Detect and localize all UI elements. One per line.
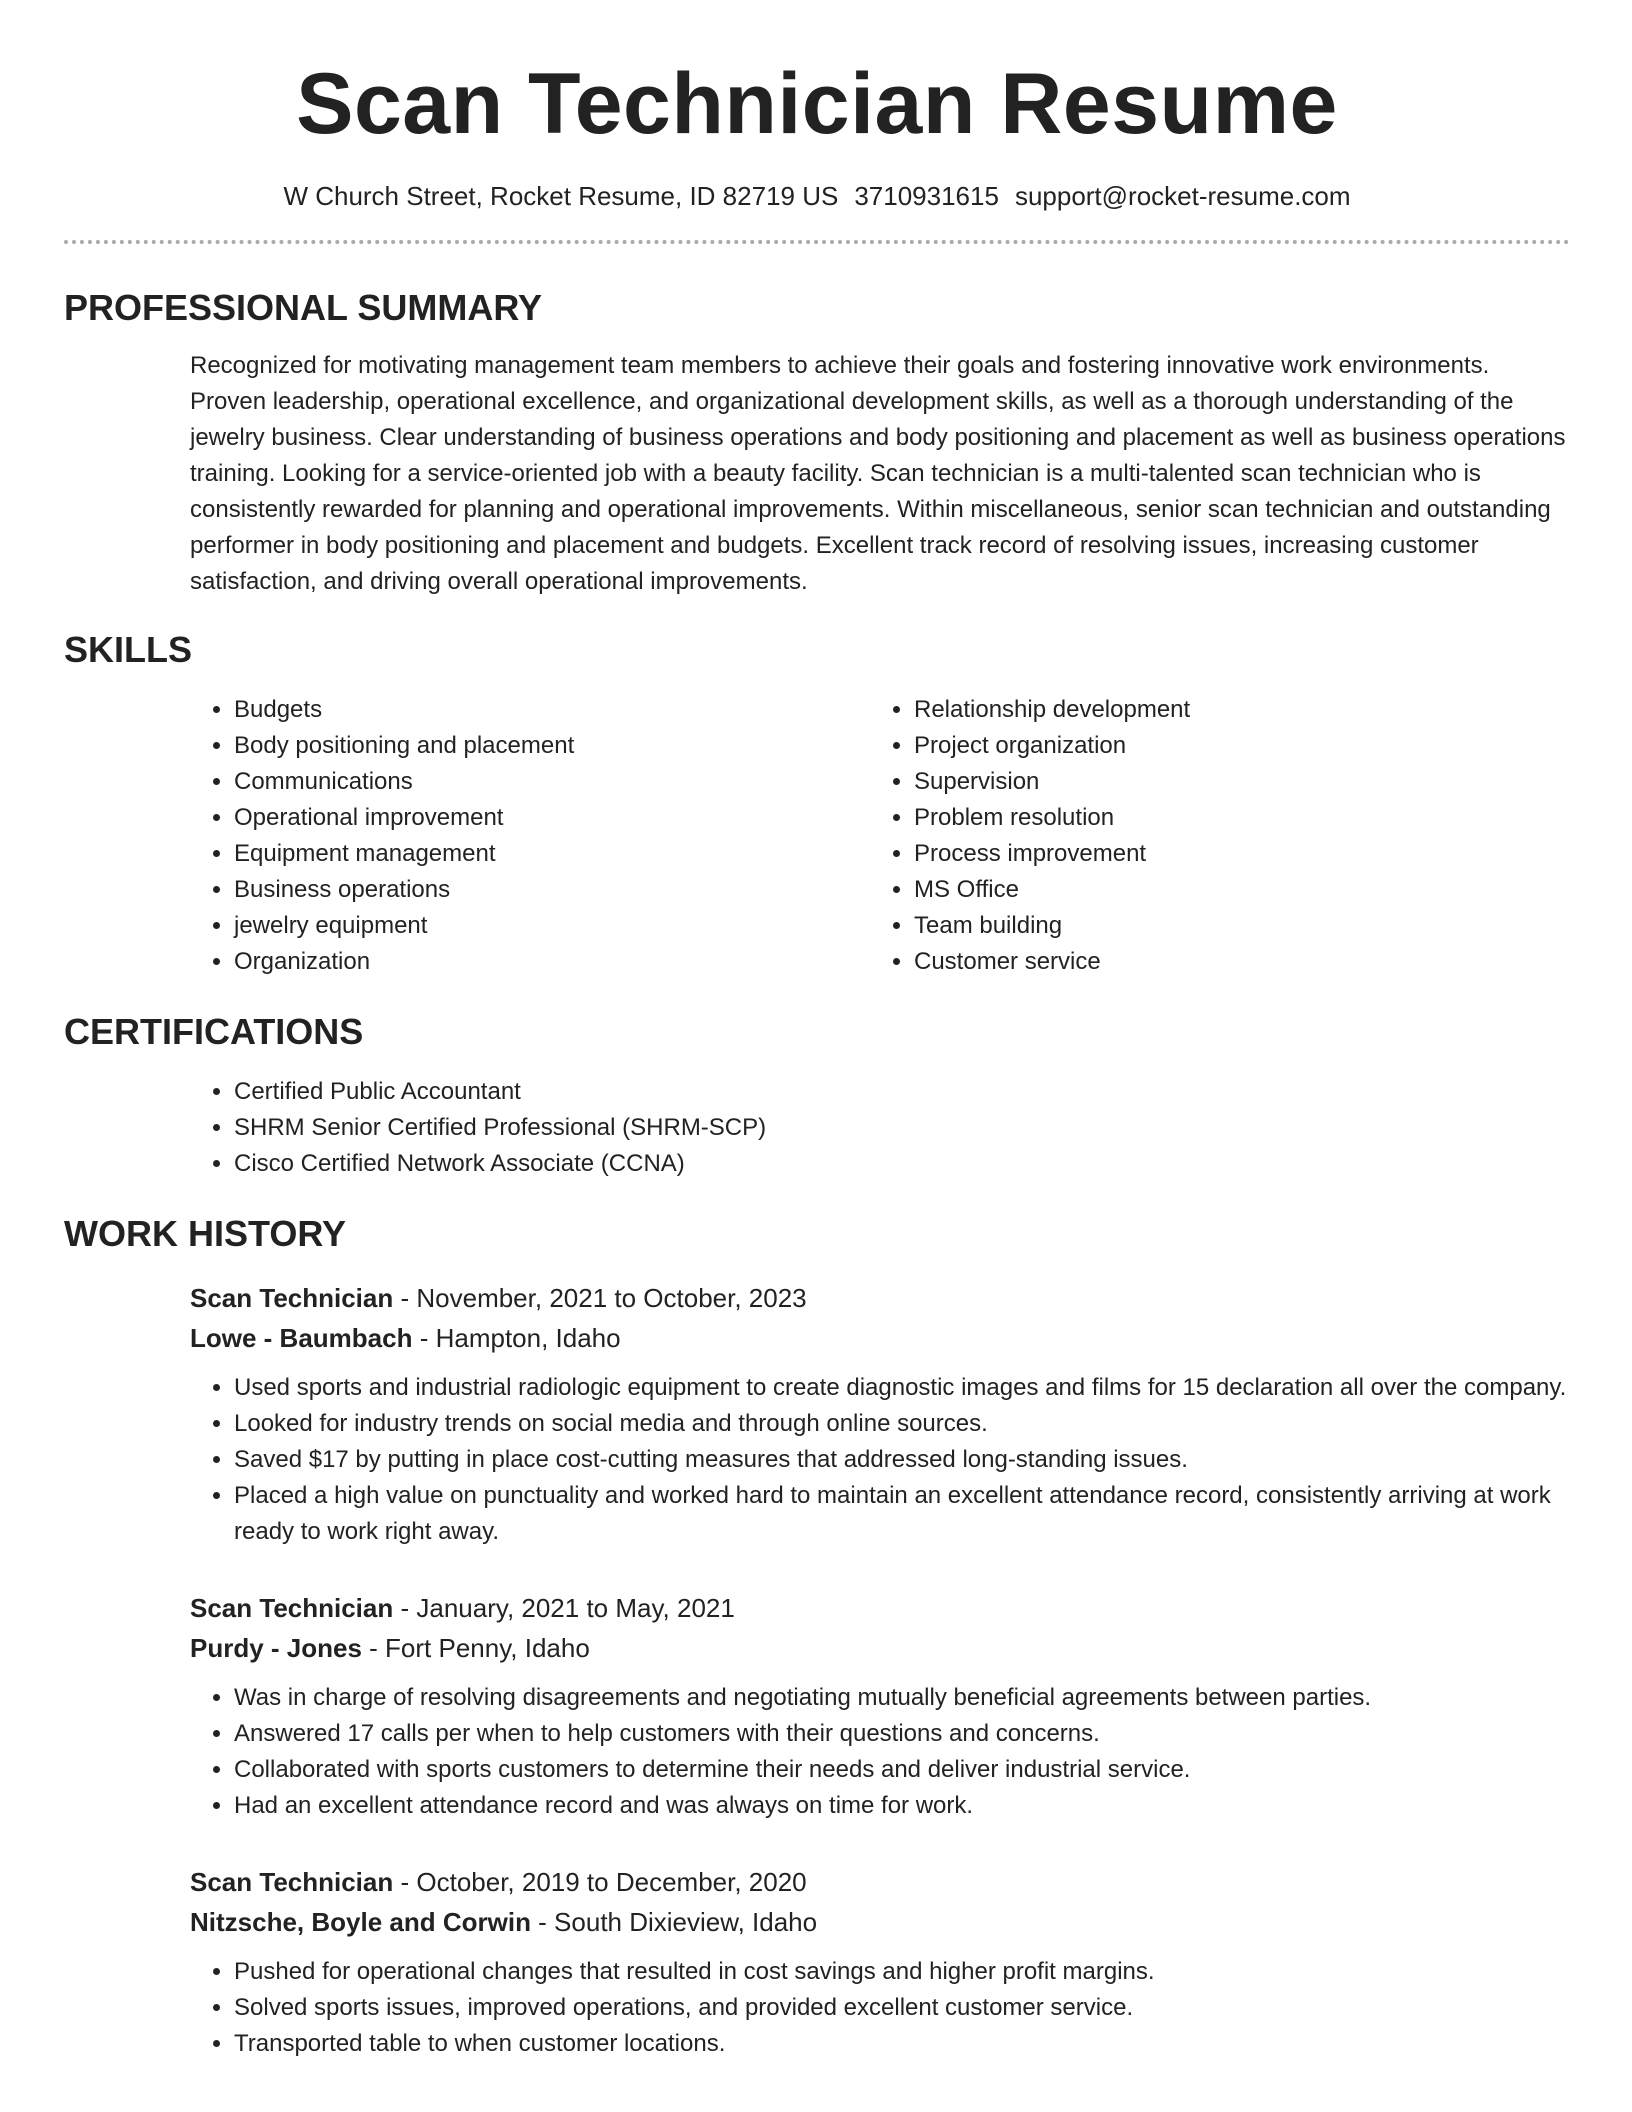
header-divider bbox=[64, 240, 1570, 244]
skill-item: • jewelry equipment bbox=[234, 908, 870, 944]
certification-item: • SHRM Senior Certified Professional (SHRM-SCP) bbox=[234, 1110, 1570, 1146]
job-dates: - October, 2019 to December, 2020 bbox=[393, 1867, 807, 1897]
resume-title: Scan Technician Resume bbox=[296, 56, 1338, 152]
job-duty: • Saved $17 by putting in place cost-cutting measures that addressed long-standing issues. bbox=[234, 1442, 1570, 1478]
skill-item: • Communications bbox=[234, 764, 870, 800]
contact-line bbox=[64, 178, 1570, 214]
job-company: Lowe - Baumbach bbox=[190, 1323, 413, 1353]
job-entry bbox=[190, 1862, 1570, 2062]
skill-item: • Budgets bbox=[234, 692, 870, 728]
job-location: - Hampton, Idaho bbox=[412, 1323, 621, 1353]
summary-text: Recognized for motivating management team members to achieve their goals and fostering innovative work environments. Proven leadership, operational excellence, and organizational development skills, as well as a thorough understanding of the jewelry business. Clear understanding of business operations and body positioning and placement as well as business operations training. Looking for a service-oriented job with a beauty facility. Scan technician is a multi-talented scan technician who is consistently rewarded for planning and operational improvements. Within miscellaneous, senior scan technician and outstanding performer in body positioning and placement and budgets. Excellent track record of resolving issues, increasing customer satisfaction, and driving overall operational improvements. bbox=[190, 352, 1566, 595]
skills-column-right bbox=[870, 692, 1550, 980]
job-title: Scan Technician bbox=[190, 1593, 394, 1623]
section-heading: SKILLS bbox=[64, 629, 193, 670]
job-duty: • Answered 17 calls per when to help customers with their questions and concerns. bbox=[234, 1716, 1570, 1752]
job-title: Scan Technician bbox=[190, 1283, 394, 1313]
contact-email: support@rocket-resume.com bbox=[1014, 181, 1351, 211]
skill-item: • Supervision bbox=[914, 764, 1550, 800]
skill-item: • Relationship development bbox=[914, 692, 1550, 728]
job-title-line bbox=[190, 1588, 1570, 1628]
job-company: Purdy - Jones bbox=[190, 1633, 362, 1663]
job-duties-list bbox=[190, 1370, 1570, 1550]
job-duty: • Looked for industry trends on social media and through online sources. bbox=[234, 1406, 1570, 1442]
certifications-section bbox=[64, 1010, 1570, 1182]
job-dates: - January, 2021 to May, 2021 bbox=[393, 1593, 735, 1623]
skills-columns bbox=[190, 692, 1570, 980]
job-duty: • Pushed for operational changes that resulted in cost savings and higher profit margins. bbox=[234, 1954, 1570, 1990]
job-entry bbox=[190, 1278, 1570, 1550]
professional-summary-section bbox=[64, 286, 1570, 600]
job-dates: - November, 2021 to October, 2023 bbox=[393, 1283, 807, 1313]
skill-item: • Project organization bbox=[914, 728, 1550, 764]
skill-item: • Process improvement bbox=[914, 836, 1550, 872]
skill-item: • Team building bbox=[914, 908, 1550, 944]
job-duties-list bbox=[190, 1680, 1570, 1824]
contact-phone: 3710931615 bbox=[854, 181, 999, 211]
job-duty: • Was in charge of resolving disagreements and negotiating mutually beneficial agreements between parties. bbox=[234, 1680, 1570, 1716]
skill-item: • Business operations bbox=[234, 872, 870, 908]
job-duty: • Had an excellent attendance record and was always on time for work. bbox=[234, 1788, 1570, 1824]
skill-item: • Body positioning and placement bbox=[234, 728, 870, 764]
job-company-line bbox=[190, 1628, 1570, 1668]
job-location: - South Dixieview, Idaho bbox=[530, 1907, 818, 1937]
skill-item: • Problem resolution bbox=[914, 800, 1550, 836]
job-company: Nitzsche, Boyle and Corwin bbox=[190, 1907, 531, 1937]
skills-list-right bbox=[870, 692, 1550, 980]
job-duties-list bbox=[190, 1954, 1570, 2062]
skill-item: • MS Office bbox=[914, 872, 1550, 908]
section-heading: CERTIFICATIONS bbox=[64, 1011, 364, 1052]
job-company-line bbox=[190, 1318, 1570, 1358]
skills-column-left bbox=[190, 692, 870, 980]
job-company-line bbox=[190, 1902, 1570, 1942]
job-duty: • Transported table to when customer locations. bbox=[234, 2026, 1570, 2062]
section-heading: PROFESSIONAL SUMMARY bbox=[64, 287, 543, 328]
work-history-section bbox=[64, 1212, 1570, 2062]
section-heading: WORK HISTORY bbox=[64, 1213, 347, 1254]
work-history-body bbox=[190, 1278, 1570, 2062]
job-duty: • Used sports and industrial radiologic equipment to create diagnostic images and films for 15 declaration all over the company. bbox=[234, 1370, 1570, 1406]
job-duty: • Solved sports issues, improved operations, and provided excellent customer service. bbox=[234, 1990, 1570, 2026]
skills-section bbox=[64, 628, 1570, 980]
skills-list-left bbox=[190, 692, 870, 980]
skill-item: • Equipment management bbox=[234, 836, 870, 872]
skill-item: • Operational improvement bbox=[234, 800, 870, 836]
job-title-line bbox=[190, 1862, 1570, 1902]
job-entry bbox=[190, 1588, 1570, 1824]
skill-item: • Organization bbox=[234, 944, 870, 980]
job-duty: • Collaborated with sports customers to determine their needs and deliver industrial service. bbox=[234, 1752, 1570, 1788]
contact-address: W Church Street, Rocket Resume, ID 82719 US bbox=[283, 181, 839, 211]
certification-item: • Cisco Certified Network Associate (CCNA) bbox=[234, 1146, 1570, 1182]
skill-item: • Customer service bbox=[914, 944, 1550, 980]
job-duty: • Placed a high value on punctuality and worked hard to maintain an excellent attendance record, consistently arriving at work ready to work right away. bbox=[234, 1478, 1570, 1550]
certification-item: • Certified Public Accountant bbox=[234, 1074, 1570, 1110]
job-title-line bbox=[190, 1278, 1570, 1318]
resume-page bbox=[64, 0, 1570, 2100]
job-title: Scan Technician bbox=[190, 1867, 394, 1897]
certifications-list bbox=[190, 1074, 1570, 1182]
job-location: - Fort Penny, Idaho bbox=[361, 1633, 590, 1663]
certifications-body bbox=[190, 1074, 1570, 1182]
